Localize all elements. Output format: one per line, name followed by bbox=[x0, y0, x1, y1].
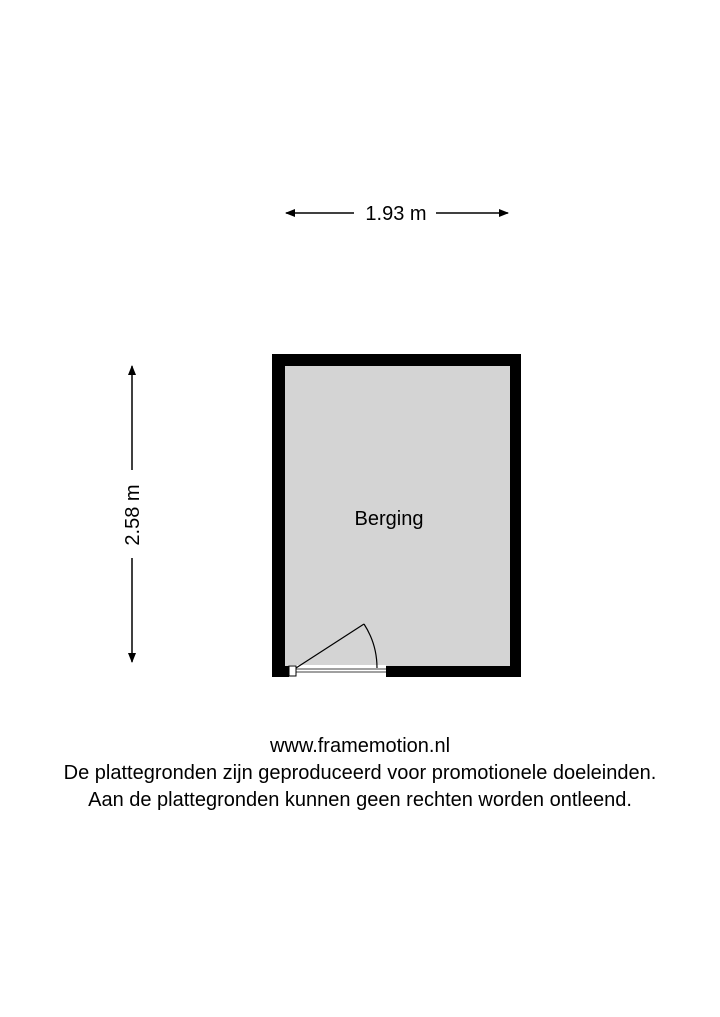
height-dimension-label: 2.58 m bbox=[122, 484, 144, 546]
door-opening bbox=[289, 665, 386, 678]
room-berging bbox=[272, 354, 521, 678]
footer-disclaimer-line1: De plattegronden zijn geproduceerd voor promotionele doeleinden. bbox=[63, 762, 657, 784]
door-jamb-left bbox=[289, 666, 296, 676]
width-dimension-label: 1.93 m bbox=[365, 203, 427, 225]
room-label: Berging bbox=[354, 508, 424, 530]
footer-disclaimer-line2: Aan de plattegronden kunnen geen rechten worden ontleend. bbox=[88, 789, 632, 811]
height-dimension bbox=[122, 366, 144, 662]
footer-url: www.framemotion.nl bbox=[269, 735, 451, 757]
width-dimension bbox=[286, 203, 508, 225]
